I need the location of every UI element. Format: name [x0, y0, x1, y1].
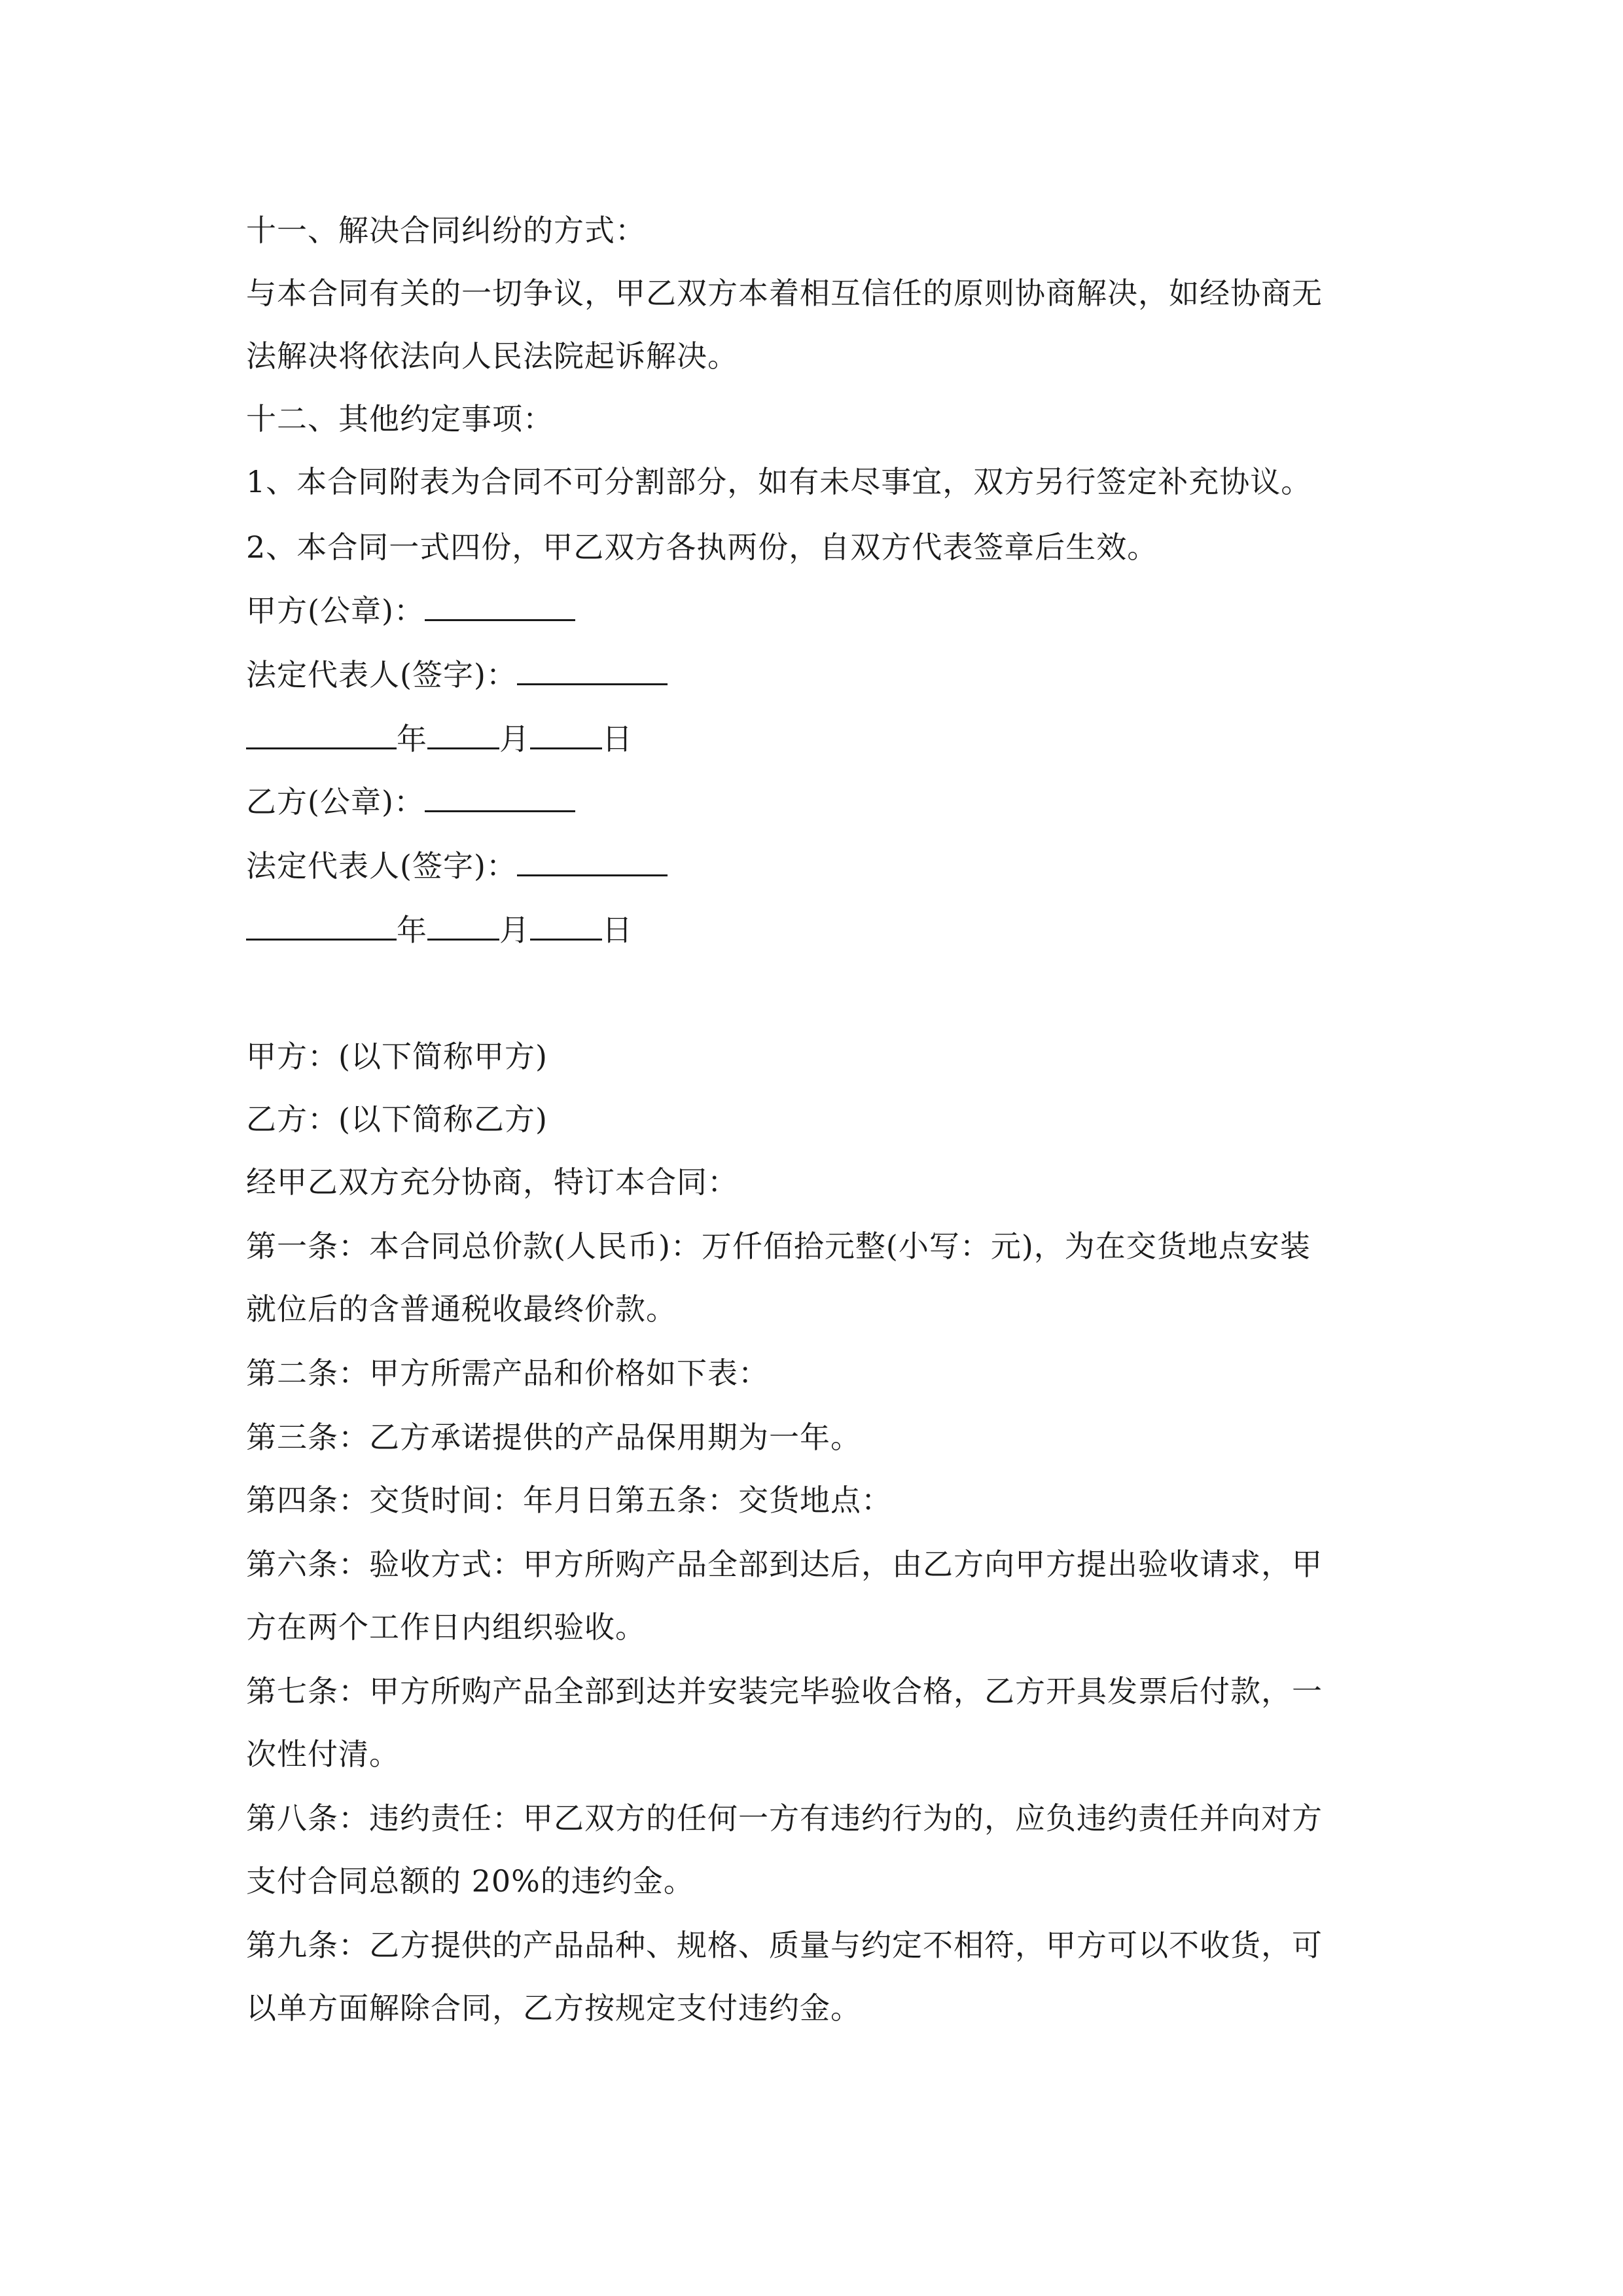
party-b-seal-label: 乙方(公章)：	[246, 784, 425, 819]
party-a-year-label: 年	[397, 721, 427, 757]
article-2: 第二条：甲方所需产品和价格如下表：	[246, 1355, 769, 1391]
party-b-rep-line	[246, 846, 1385, 886]
section12-item2: 2、本合同一式四份，甲乙双方各执两份，自双方代表签章后生效。	[246, 529, 1158, 565]
party-a-rep-line	[246, 655, 1385, 694]
party-b-seal-blank	[425, 781, 575, 812]
contract2-party-a: 甲方：(以下简称甲方)	[246, 1039, 548, 1074]
section11-body-line2: 法解决将依法向人民法院起诉解决。	[246, 338, 738, 374]
party-b-seal-line	[246, 781, 1385, 821]
party-b-day-blank	[530, 910, 602, 941]
article-9-line2: 以单方面解除合同，乙方按规定支付违约金。	[246, 1990, 861, 2026]
party-a-seal-label: 甲方(公章)：	[246, 593, 425, 628]
party-a-year-blank	[246, 719, 397, 749]
section12-heading: 十二、其他约定事项：	[246, 401, 554, 437]
section11-heading: 十一、解决合同纠纷的方式：	[246, 213, 646, 248]
party-b-rep-blank	[517, 846, 668, 876]
section12-item1: 1、本合同附表为合同不可分割部分，如有未尽事宜，双方另行签定补充协议。	[246, 464, 1312, 499]
article-8-line2: 支付合同总额的 20%的违约金。	[246, 1863, 694, 1899]
article-6-line1: 第六条：验收方式：甲方所购产品全部到达后，由乙方向甲方提出验收请求，甲	[246, 1547, 1323, 1582]
party-a-rep-label: 法定代表人(签字)：	[246, 657, 517, 692]
party-b-year-label: 年	[397, 912, 427, 948]
section11-body-line1: 与本合同有关的一切争议，甲乙双方本着相互信任的原则协商解决，如经协商无	[246, 276, 1323, 311]
party-b-month-blank	[427, 910, 499, 941]
party-b-rep-label: 法定代表人(签字)：	[246, 848, 517, 884]
party-a-rep-blank	[517, 655, 668, 685]
article-1-line2: 就位后的含普通税收最终价款。	[246, 1291, 677, 1327]
article-7-line2: 次性付清。	[246, 1736, 400, 1772]
article-6-line2: 方在两个工作日内组织验收。	[246, 1609, 646, 1645]
party-a-seal-blank	[425, 590, 575, 621]
party-a-day-blank	[530, 719, 602, 749]
article-1-line1: 第一条：本合同总价款(人民币)：万仟佰拾元整(小写：元)，为在交货地点安装	[246, 1229, 1311, 1264]
article-7-line1: 第七条：甲方所购产品全部到达并安装完毕验收合格，乙方开具发票后付款，一	[246, 1674, 1323, 1709]
contract2-intro: 经甲乙双方充分协商，特订本合同：	[246, 1164, 738, 1200]
article-3: 第三条：乙方承诺提供的产品保用期为一年。	[246, 1420, 861, 1455]
party-b-year-blank	[246, 910, 397, 941]
party-a-month-blank	[427, 719, 499, 749]
article-8-line1: 第八条：违约责任：甲乙双方的任何一方有违约行为的，应负违约责任并向对方	[246, 1801, 1323, 1836]
party-b-month-label: 月	[499, 912, 530, 948]
party-a-day-label: 日	[602, 721, 633, 757]
party-b-date-line	[246, 910, 1385, 950]
party-a-month-label: 月	[499, 721, 530, 757]
article-9-line1: 第九条：乙方提供的产品品种、规格、质量与约定不相符，甲方可以不收货，可	[246, 1928, 1323, 1963]
party-a-date-line	[246, 719, 1385, 759]
party-a-seal-line	[246, 590, 1385, 630]
party-b-day-label: 日	[602, 912, 633, 948]
article-4-5: 第四条：交货时间：年月日第五条：交货地点：	[246, 1482, 892, 1518]
contract2-party-b: 乙方：(以下简称乙方)	[246, 1102, 548, 1137]
